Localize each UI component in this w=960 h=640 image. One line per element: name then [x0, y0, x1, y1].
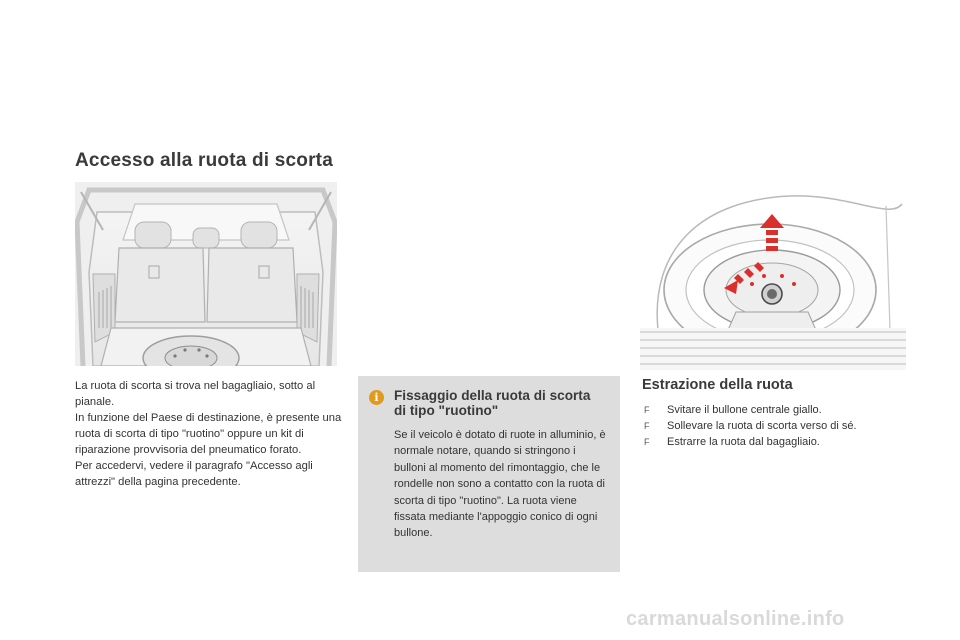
section-title: Accesso alla ruota di scorta	[75, 150, 333, 171]
trunk-illustration	[75, 182, 337, 366]
step-text: Svitare il bullone centrale giallo.	[667, 404, 822, 416]
note-title: Fissaggio della ruota di scorta di tipo "ruotino"	[394, 388, 591, 418]
step-text: Sollevare la ruota di scorta verso di sé.	[667, 420, 857, 432]
step-text: Estrarre la ruota dal bagagliaio.	[667, 436, 820, 448]
note-body: Se il veicolo è dotato di ruote in alluminio, è normale notare, quando si stringono i bulloni al momento del rimontaggio, che le rondelle non sono a contatto con la ruota di scorta di tipo "ruotino". La ruota viene fissata mediante l'appoggio conico di ogni bullone.	[394, 429, 606, 540]
watermark: carmanualsonline.info	[626, 608, 845, 630]
list-item	[642, 402, 942, 418]
info-note-box	[358, 376, 620, 572]
intro-text	[75, 378, 345, 490]
intro-paragraph: La ruota di scorta si trova nel bagagliaio, sotto al pianale.	[75, 380, 316, 408]
intro-paragraph: Per accedervi, vedere il paragrafo "Accesso agli attrezzi" della pagina precedente.	[75, 460, 313, 488]
checkbox-bullet-icon: F	[644, 421, 650, 431]
removal-title: Estrazione della ruota	[642, 377, 793, 393]
intro-paragraph: In funzione del Paese di destinazione, è presente una ruota di scorta di tipo "ruotino" oppure un kit di riparazione provvisoria del pneumatico forato.	[75, 412, 342, 456]
info-icon: i	[369, 390, 384, 405]
list-item	[642, 418, 942, 434]
checkbox-bullet-icon: F	[644, 437, 650, 447]
checkbox-bullet-icon: F	[644, 405, 650, 415]
list-item	[642, 434, 942, 450]
removal-steps	[642, 402, 942, 450]
wheel-removal-illustration	[640, 180, 906, 370]
